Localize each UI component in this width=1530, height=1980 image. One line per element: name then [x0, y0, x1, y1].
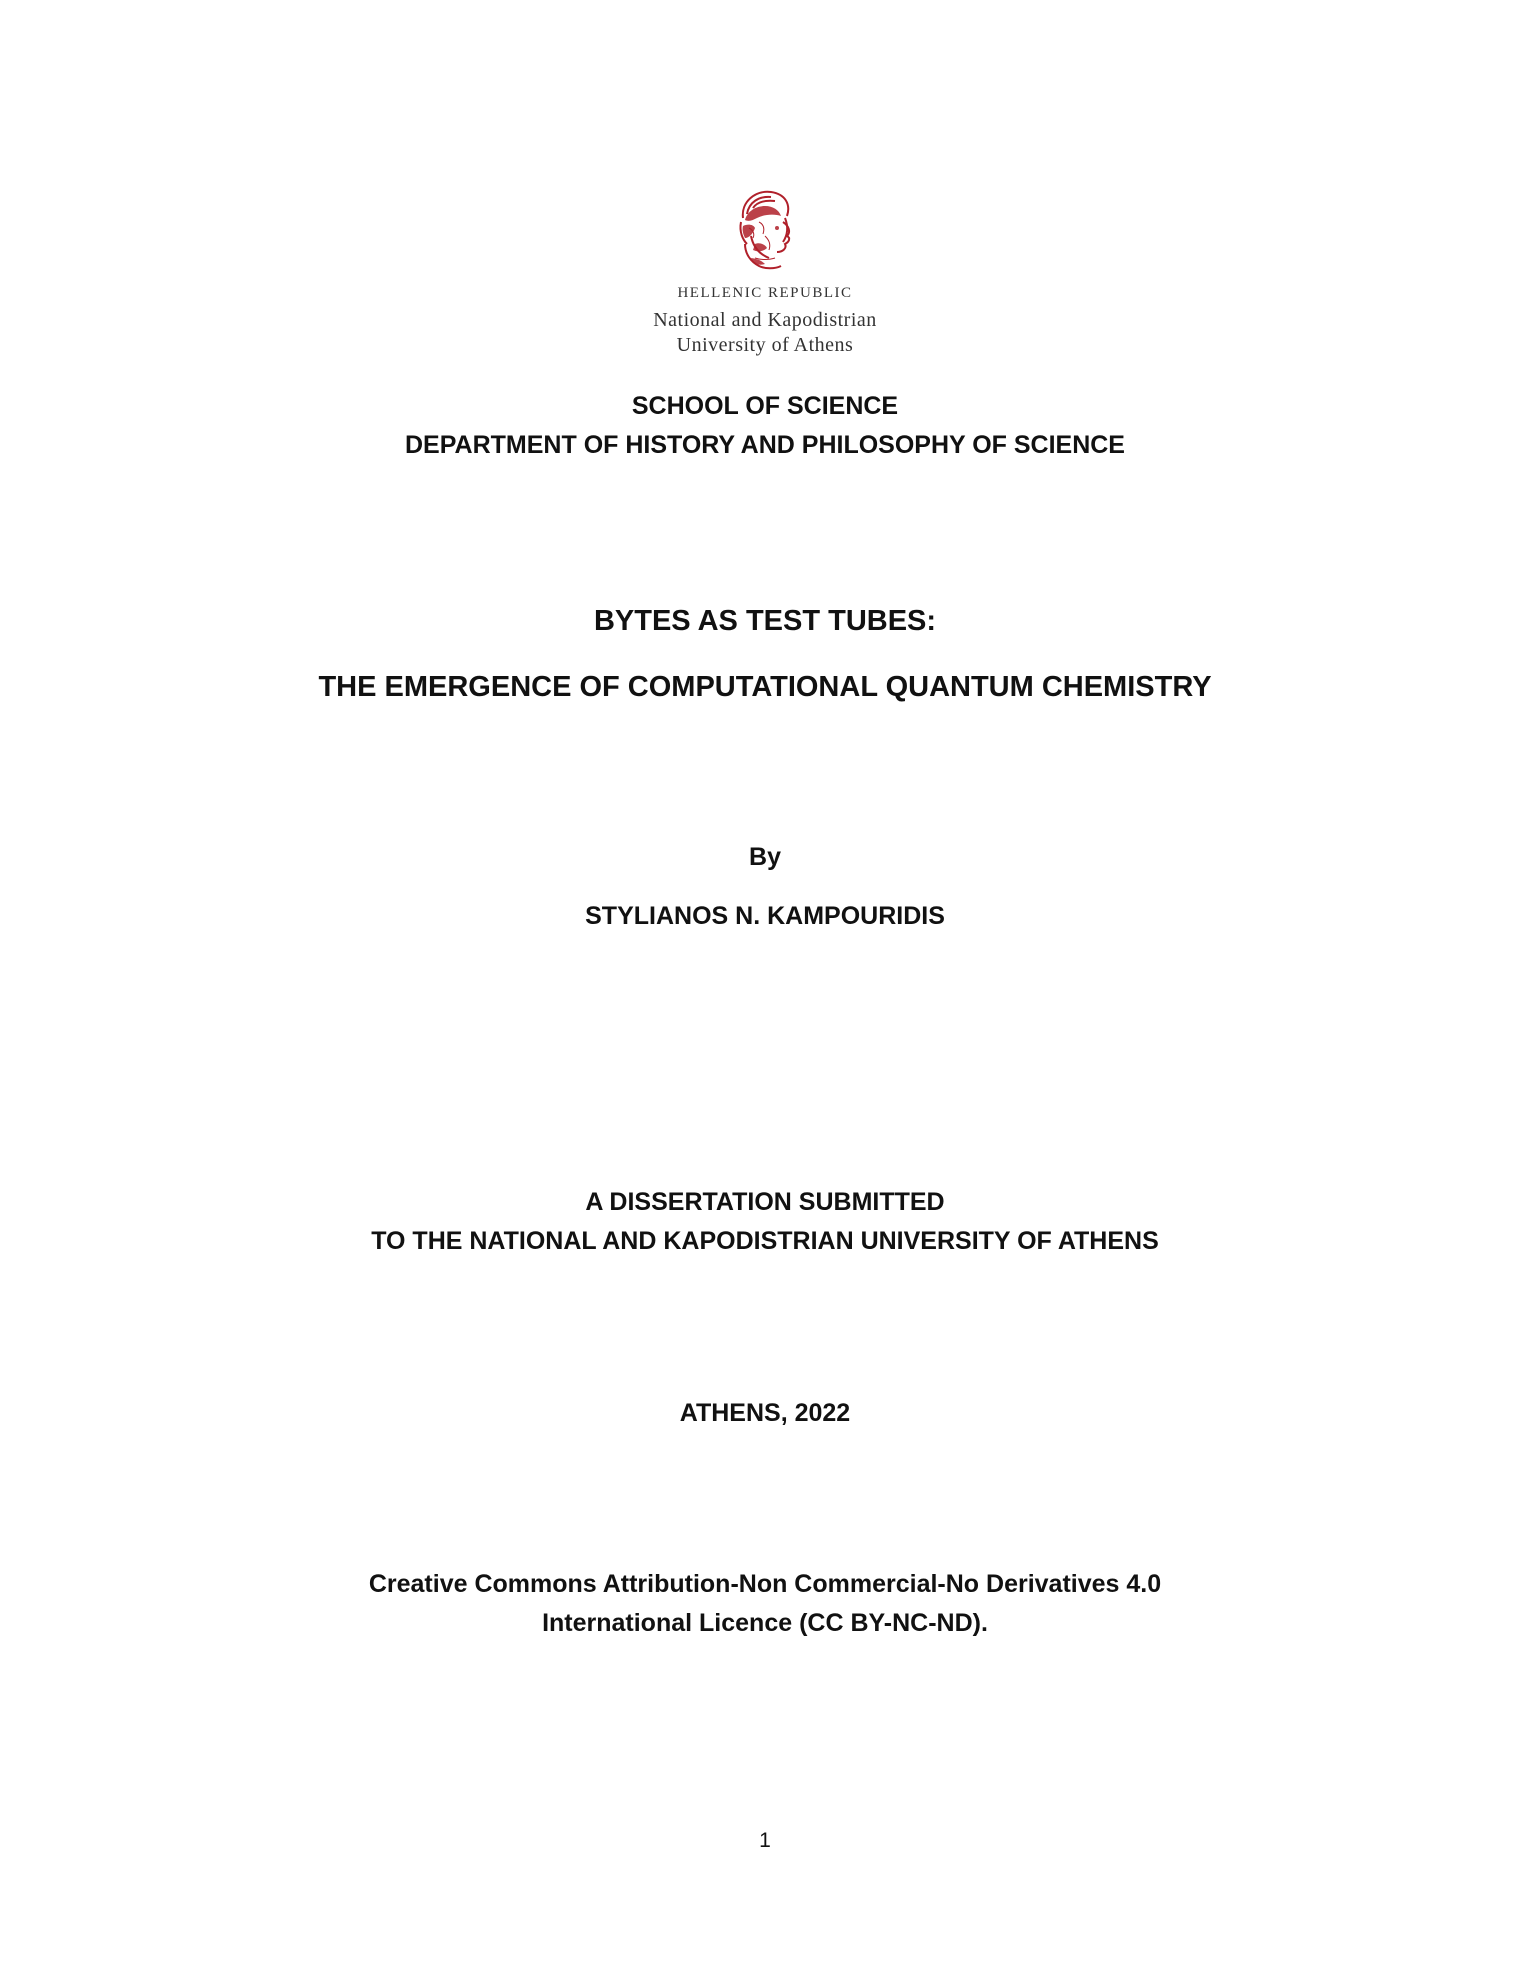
title-line1: BYTES AS TEST TUBES: — [593, 605, 937, 637]
page-number: 1 — [759, 1829, 771, 1852]
athena-head-logo-icon — [725, 188, 805, 274]
hellenic-republic-label: HELLENIC REPUBLIC — [677, 285, 853, 301]
department-name: DEPARTMENT OF HISTORY AND PHILOSOPHY OF SCIENCE — [405, 431, 1125, 459]
by-label: By — [749, 843, 781, 871]
license-line1: Creative Commons Attribution-Non Commercial-No Derivatives 4.0 — [368, 1570, 1162, 1598]
submission-line2: TO THE NATIONAL AND KAPODISTRIAN UNIVERSITY OF ATHENS — [371, 1227, 1159, 1255]
university-name-line2: University of Athens — [676, 334, 854, 356]
submission-line1: A DISSERTATION SUBMITTED — [585, 1188, 945, 1216]
author-name: STYLIANOS N. KAMPOURIDIS — [585, 902, 945, 930]
license-line2: International Licence (CC BY-NC-ND). — [542, 1609, 988, 1637]
school-name: SCHOOL OF SCIENCE — [631, 392, 899, 420]
title-line2: THE EMERGENCE OF COMPUTATIONAL QUANTUM CHEMISTRY — [318, 671, 1212, 703]
university-name-line1: National and Kapodistrian — [653, 309, 877, 331]
place-date: ATHENS, 2022 — [679, 1399, 851, 1427]
